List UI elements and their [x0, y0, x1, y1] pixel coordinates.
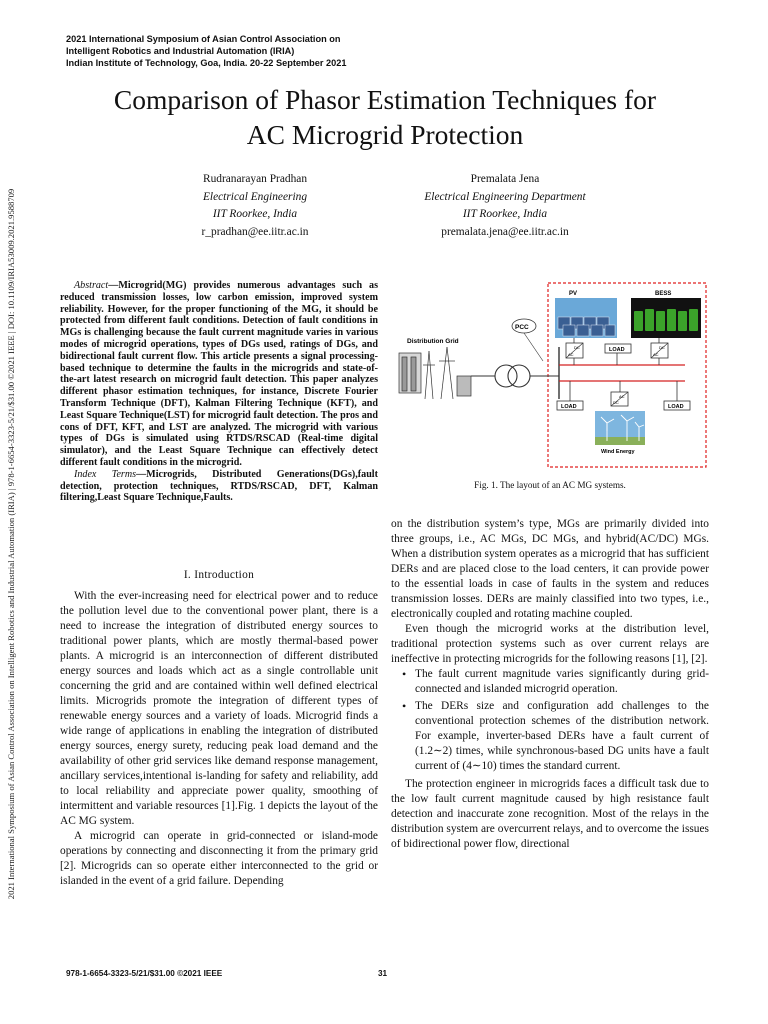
index-terms	[60, 469, 378, 504]
conference-header	[66, 33, 426, 69]
bess-label: BESS	[655, 291, 672, 297]
bullet-item: • The DERs size and configuration add challenges to the conventional protection schemes of the distribution network. For example, inverter-based DERs have a fault current of (1.2∼2) times, while synchronous-based DG units have a fault current of (4∼10) times the standard current.	[415, 699, 709, 774]
author-dept: Electrical Engineering	[202, 190, 308, 203]
author-inst: IIT Roorkee, India	[462, 208, 548, 220]
figure-microgrid-layout	[397, 281, 711, 469]
footer-isbn: 978-1-6654-3323-5/21/$31.00 ©2021 IEEE	[66, 969, 223, 978]
figure-caption: Fig. 1. The layout of an AC MG systems.	[474, 480, 626, 490]
body-paragraph: With the ever-increasing need for electrical power and to reduce the pollution level due to the conventional power plant, there is a need to increase the integration of distributed energy sources to traditional power plants, which are mostly thermal-based power plants. A microgrid is an interconnection of different distributed energy sources and loads which act as a single controllable unit concerning the grid and are contained within well defined electrical limits. Microgrids promote the integration of different types of renewable energy sources and a variety of loads. Microgrid finds a wide range of applications in enabling the integration of distributed energy sources, energy surety, reducing peak load demand and the availability of other grid services like demand response management, ancillary services,intentional is-landing for safety and reliability, add to local reliability and appreciate power quality, smoothing of intermittent and variable resources [1].Fig. 1 depicts the layout of the AC MG system.	[60, 590, 378, 827]
converter-ac-label: AC	[568, 352, 574, 357]
abstract-paragraph	[60, 280, 378, 469]
converter-dc-label: DC	[574, 345, 580, 350]
distribution-grid-image	[399, 347, 471, 399]
left-column	[60, 589, 378, 889]
conference-line: 2021 International Symposium of Asian Control Association on	[66, 34, 341, 44]
doi-sidebar	[4, 84, 18, 1004]
section-heading: I. Introduction	[183, 569, 255, 581]
pcc-pointer	[524, 333, 543, 361]
title-line: Comparison of Phasor Estimation Techniques for	[113, 84, 657, 115]
author-inst: IIT Roorkee, India	[212, 208, 298, 220]
body-paragraph: A microgrid can operate in grid-connected or island-mode operations by connecting and disconnecting it from the primary grid [2]. Microgrids can so operate either interconnected to the grid or islanded in the event of a grid failure. Depending	[60, 830, 378, 887]
body-paragraph: The protection engineer in microgrids faces a difficult task due to the low fault current magnitude caused by high resistance fault detection and inaccurate zone recognition. Most of the relays in the distribution system are overcurrent relays, and to overcome the issues of bidirectional power flow, directional	[391, 778, 709, 850]
load-label: LOAD	[561, 404, 577, 410]
load-label: LOAD	[668, 404, 684, 410]
page-number: 31	[378, 969, 388, 978]
abstract-label: Abstract	[74, 280, 109, 291]
pcc-label: PCC	[515, 324, 529, 331]
load-label: LOAD	[609, 347, 625, 353]
body-paragraph: Even though the microgrid works at the distribution level, traditional protection systems such as over current relays are ineffective in protecting microgrids for the following reasons [1], [2].	[391, 623, 709, 665]
transformer-coil	[495, 365, 517, 387]
converter-ac-label: DC	[613, 400, 619, 405]
converter-dc-label: DC	[659, 345, 665, 350]
index-terms-label: Index Terms	[74, 468, 137, 480]
pv-cells	[558, 317, 615, 336]
author-name: Rudranarayan Pradhan	[202, 173, 308, 185]
wind-label: Wind Energy	[601, 449, 635, 455]
abstract	[60, 280, 378, 504]
converter-dc-label: AC	[619, 394, 625, 399]
converter-ac-label: AC	[653, 352, 659, 357]
microgrid-diagram	[397, 281, 711, 469]
abstract-text: —Microgrid(MG) provides numerous advantages such as reduced transmission losses, low carbon emission, improved system reliability. However, for the proper functioning of the MG, it should be protected from different fault conditions. Detection of fault conditions in MGs is challenging because the fault current magnitude varies in various modes of microgrid operations, types of DGs used, ratings of DGs, and bidirectional fault current flow. This article presents a signal processing-based technique to determine the faults in the microgrids and state-of-the-art latest research on microgrid fault detection. This paper analyzes different phasor estimation techniques, for instance, Discrete Fourier Transform Technique (DFT), Kalman Filtering Technique (KFT), and Least Square Technique(LST) for microgrid fault detection. The pros and cons of DFT, KFT, and LST are analyzed. The microgrid with various types of DGs is simulated using RTDS/RSCAD (Real-time digital simulator), and the Least Square Technique can effectively detect different fault conditions in the microgrid.	[60, 280, 378, 468]
bullet-item: • The fault current magnitude varies significantly during grid-connected and islanded microgrid operation.	[415, 667, 709, 697]
title-line: AC Microgrid Protection	[246, 119, 524, 150]
distribution-grid-label: Distribution Grid	[407, 338, 459, 345]
author-block	[150, 171, 360, 241]
author-dept: Electrical Engineering Department	[424, 190, 586, 203]
conference-line: Indian Institute of Technology, Goa, India. 20-22 September 2021	[66, 58, 347, 68]
paper-title	[60, 82, 710, 152]
author-email: r_pradhan@ee.iitr.ac.in	[201, 225, 309, 238]
bullet-list	[391, 667, 709, 774]
author-name: Premalata Jena	[470, 173, 540, 185]
doi-sidebar-text: 2021 International Symposium of Asian Control Association on Intelligent Robotics and Industrial Automation (IRIA) | 978-1-6654-3323-5/21/$31.00 ©2021 IEEE | DOI: 10.1109/IRIA53009.2021.9588709	[6, 188, 16, 900]
transformer-coil	[508, 365, 530, 387]
body-paragraph: on the distribution system’s type, MGs are primarily divided into three groups, i.e., AC MGs, DC MGs, and hybrid(AC/DC) MGs. When a distribution system operates as a microgrid that has sufficient DERs and are placed close to the load centers, it can provide power to the essential loads in case of faults in the system and reduces transmission losses. DERs are mainly classified into two types, i.e., electronically coupled and rotating machine coupled.	[391, 518, 709, 620]
right-column	[391, 517, 709, 852]
author-email: premalata.jena@ee.iitr.ac.in	[441, 225, 569, 238]
index-terms-text: —Microgrids, Distributed Generations(DGs),fault detection, protection techniques, RTDS/RSCAD, DFT, Kalman filtering,Least Square Technique,Faults.	[60, 468, 378, 504]
conference-line: Intelligent Robotics and Industrial Automation (IRIA)	[66, 46, 295, 56]
author-block	[390, 171, 620, 241]
pv-label: PV	[569, 291, 578, 297]
